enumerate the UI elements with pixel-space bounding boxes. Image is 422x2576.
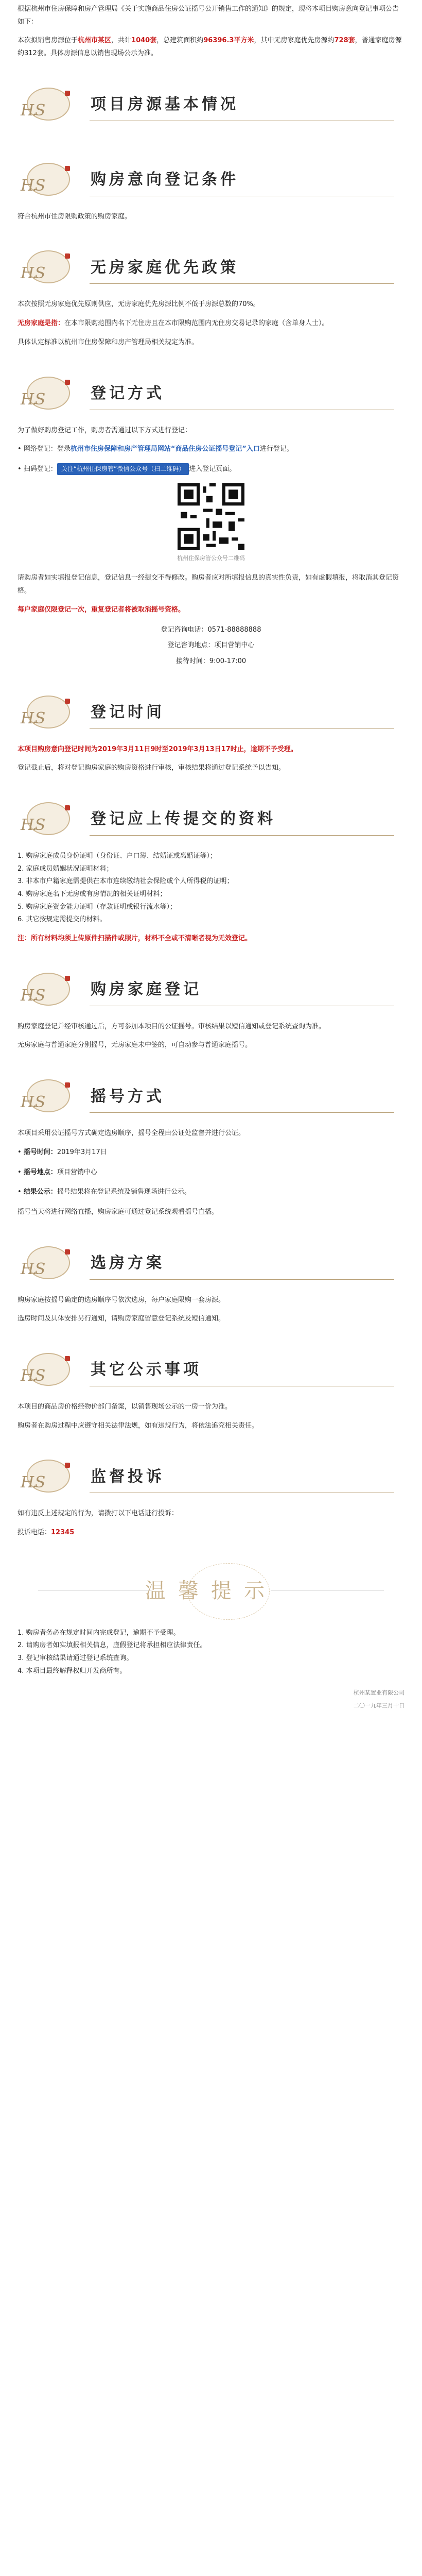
- registration-link[interactable]: 杭州市住房保障和房产管理局网站“商品住房公证摇号登记”入口: [70, 445, 260, 453]
- intro-p1: 根据杭州市住房保障和房产管理局《关于实施商品住房公证摇号公开销售工作的通知》的规定，现将本项目购房意向登记事项公告如下：: [17, 5, 399, 26]
- footer: [17, 1688, 405, 1724]
- section-registration-time: [17, 682, 405, 775]
- method-text: 进入登记页面。: [189, 465, 236, 473]
- section-lottery-method: [17, 1065, 405, 1218]
- family-p1: 购房家庭登记并经审核通过后，方可参加本项目的公证摇号。审核结果以短信通知或登记系统查询为准。: [17, 1022, 326, 1030]
- section-header: [17, 1065, 405, 1127]
- section-title: 登记时间: [91, 703, 165, 722]
- policy-p2: [17, 317, 405, 330]
- section-header: [17, 1446, 405, 1507]
- family-p2: 无房家庭与普通家庭分别摇号，无房家庭未中签的，可自动参与普通家庭摇号。: [17, 1041, 252, 1049]
- tips-header: [17, 1560, 405, 1627]
- seal-icon: H.S: [17, 162, 79, 198]
- time-p1: 本项目购房意向登记时间为2019年3月11日9时至2019年3月13日17时止，逾期不予受理。: [17, 745, 297, 753]
- qr-code-icon: [178, 483, 244, 550]
- method-p3: 请购房者如实填报登记信息，登记信息一经提交不得修改。购房者应对所填报信息的真实性负责，如有虚假填报，将取消其登记资格。: [17, 574, 399, 595]
- section-supervision: [17, 1446, 405, 1539]
- venue-value: 项目营销中心: [214, 641, 255, 650]
- lottery-p1: 本项目采用公证摇号方式确定选房顺序，摇号全程由公证处监督并进行公证。: [17, 1129, 245, 1138]
- open-value: 9:00-17:00: [209, 657, 247, 665]
- list-item: 2. 请购房者如实填报相关信息，虚假登记将承担相应法律责任。: [17, 1641, 207, 1650]
- section-header: [17, 1232, 405, 1294]
- lottery-label: 摇号地点：: [23, 1168, 57, 1176]
- method-item-wechat: • 扫码登记： 关注“杭州住保房管”微信公众号（扫二维码） 进入登记页面。: [17, 463, 405, 476]
- seal-icon: H.S: [17, 87, 79, 123]
- contact-block: [17, 624, 405, 668]
- section-title: 摇号方式: [91, 1087, 165, 1106]
- hotline-number[interactable]: 0571-88888888: [207, 625, 261, 634]
- intro-text: ，其中无房家庭优先房源约: [254, 37, 335, 45]
- section-divider: [90, 283, 394, 284]
- list-item: 1. 购房家庭成员身份证明（身份证、户口簿、结婚证或离婚证等）；: [17, 852, 217, 860]
- selection-p2: 选房时间及具体安排另行通知，请购房家庭留意登记系统及短信通知。: [17, 1315, 225, 1323]
- seal-icon: H.S: [17, 1352, 79, 1388]
- intro: [17, 0, 405, 60]
- lottery-p2: 摇号当天将进行网络直播，购房家庭可通过登记系统观看摇号直播。: [17, 1208, 219, 1216]
- selection-p1: 购房家庭按摇号确定的选房顺序号依次选房，每户家庭限购一套房源。: [17, 1296, 225, 1304]
- lottery-item-place: • 摇号地点：项目营销中心: [17, 1168, 97, 1176]
- seal-icon: H.S: [17, 376, 79, 412]
- tips-list: [17, 1627, 405, 1678]
- section-divider: [90, 835, 394, 836]
- list-item: 6. 其它按规定需提交的材料。: [17, 916, 107, 924]
- policy-definition: 在本市限购范围内名下无住房且在本市限购范围内无住房交易记录的家庭（含单身人士）。: [64, 319, 329, 328]
- section-conditions: [17, 149, 405, 224]
- intro-text: 本次拟销售房源位于: [17, 37, 78, 45]
- intro-text: ，普通家庭房源约312套。具体房源信息以销售现场公示为准。: [17, 37, 402, 58]
- lottery-item-time: • 摇号时间：2019年3月17日: [17, 1148, 107, 1156]
- section-header: [17, 1339, 405, 1401]
- hotline-row: [17, 624, 405, 637]
- open-row: [17, 655, 405, 668]
- lottery-label: 结果公示：: [23, 1188, 57, 1196]
- section-header: [17, 788, 405, 850]
- seal-icon: H.S: [17, 694, 79, 731]
- footer-date: 二〇一九年三月十日: [354, 1702, 405, 1709]
- hotline-label: 登记咨询电话：: [161, 625, 208, 634]
- list-item: 2. 家庭成员婚姻状况证明材料；: [17, 865, 113, 873]
- intro-p2: [17, 35, 405, 60]
- open-label: 接待时间：: [175, 657, 209, 665]
- section-title: 登记应上传提交的资料: [91, 810, 276, 828]
- materials-note: 注：所有材料均须上传原件扫描件或照片，材料不全或不清晰者视为无效登记。: [17, 935, 252, 943]
- section-title: 选房方案: [91, 1254, 165, 1273]
- list-item: 4. 本项目最终解释权归开发商所有。: [17, 1667, 127, 1675]
- policy-p1: 本次按照无房家庭优先原则供应，无房家庭优先房源比例不低于房源总数的70%。: [17, 300, 260, 309]
- tips-title: 温馨提示: [145, 1579, 277, 1603]
- section-title: 登记方式: [91, 384, 165, 402]
- venue-label: 登记咨询地点：: [167, 641, 215, 650]
- section-family-registration: [17, 959, 405, 1052]
- section-title: 无房家庭优先政策: [91, 258, 239, 277]
- section-registration-method: [17, 363, 405, 668]
- lottery-label: 摇号时间：: [23, 1148, 57, 1156]
- section-divider: [90, 728, 394, 729]
- intro-text: ，共计: [111, 37, 132, 45]
- lottery-value: 项目营销中心: [57, 1168, 97, 1176]
- list-item: 3. 非本市户籍家庭需提供在本市连续缴纳社会保险或个人所得税的证明；: [17, 877, 234, 886]
- seal-icon: H.S: [17, 1078, 79, 1114]
- section-priority-policy: [17, 236, 405, 349]
- seal-icon: H.S: [17, 1245, 79, 1281]
- method-item-web: • 网络登记：登录杭州市住房保障和房产管理局网站“商品住房公证摇号登记”入口进行登记。: [17, 445, 293, 453]
- section-title: 购房意向登记条件: [91, 171, 239, 189]
- method-text: 进行登记。: [259, 445, 293, 453]
- section-title: 项目房源基本情况: [91, 95, 239, 114]
- lottery-item-result: • 结果公示：摇号结果将在登记系统及销售现场进行公示。: [17, 1188, 191, 1196]
- section-title: 其它公示事项: [91, 1361, 202, 1379]
- method-p1: 为了做好购房登记工作，购房者需通过以下方式进行登记：: [17, 426, 192, 434]
- section-divider: [90, 1112, 394, 1113]
- intro-location: 杭州市某区: [78, 37, 112, 45]
- materials-list: [17, 850, 405, 926]
- list-item: 5. 购房家庭资金能力证明（存款证明或银行流水等）；: [17, 903, 177, 911]
- section-selection-plan: [17, 1232, 405, 1326]
- section-other-notices: [17, 1339, 405, 1432]
- intro-text: ，总建筑面积约: [156, 37, 204, 45]
- lottery-list: [17, 1146, 405, 1199]
- complaint-number[interactable]: 12345: [51, 1529, 75, 1537]
- section-header: [17, 363, 405, 425]
- lottery-value: 2019年3月17日: [57, 1148, 107, 1156]
- section-header: [17, 959, 405, 1021]
- method-warning: 每户家庭仅限登记一次，重复登记者将被取消摇号资格。: [17, 605, 185, 614]
- section-required-materials: [17, 788, 405, 945]
- section-header: [17, 236, 405, 298]
- seal-icon: H.S: [17, 801, 79, 837]
- complaint-label: 投诉电话：: [17, 1529, 51, 1537]
- policy-p3: 具体认定标准以杭州市住房保障和房产管理局相关规定为准。: [17, 338, 199, 346]
- list-item: 3. 登记审核结果请通过登记系统查询。: [17, 1654, 133, 1663]
- section-title: 监督投诉: [91, 1467, 165, 1486]
- section-basic-info: [17, 74, 405, 135]
- policy-label: 无房家庭是指：: [17, 319, 65, 328]
- qr-caption: 杭州住保房管公众号二维码: [177, 554, 245, 562]
- intro-units: 1040套: [131, 37, 157, 45]
- intro-area: 96396.3平方米: [203, 37, 254, 45]
- method-list: [17, 443, 405, 476]
- seal-icon: H.S: [17, 972, 79, 1008]
- wechat-follow-button[interactable]: 关注“杭州住保房管”微信公众号（扫二维码）: [57, 463, 189, 475]
- list-item: 4. 购房家庭名下无房或有房情况的相关证明材料；: [17, 890, 167, 899]
- supervision-p2: [17, 1527, 405, 1539]
- other-p1: 本项目的商品房价格经物价部门备案，以销售现场公示的一房一价为准。: [17, 1402, 232, 1411]
- section-title: 购房家庭登记: [91, 980, 202, 999]
- supervision-p1: 如有违反上述规定的行为，请拨打以下电话进行投诉：: [17, 1510, 179, 1518]
- lottery-value: 摇号结果将在登记系统及销售现场进行公示。: [57, 1188, 191, 1196]
- venue-row: [17, 639, 405, 652]
- section-header: [17, 149, 405, 211]
- method-label: 扫码登记：: [23, 465, 57, 473]
- seal-icon: H.S: [17, 249, 79, 285]
- other-p2: 购房者在购房过程中应遵守相关法律法规，如有违规行为，将依法追究相关责任。: [17, 1421, 259, 1430]
- time-p2: 登记截止后，将对登记购房家庭的购房资格进行审核，审核结果将通过登记系统予以告知。: [17, 764, 286, 772]
- section-header: [17, 74, 405, 135]
- method-label: 网络登记：登录: [23, 445, 71, 453]
- section-header: [17, 682, 405, 743]
- footer-org: 杭州某置业有限公司: [354, 1689, 405, 1697]
- section-divider: [90, 1279, 394, 1280]
- intro-priority: 728套: [334, 37, 355, 45]
- list-item: 1. 购房者务必在规定时间内完成登记，逾期不予受理。: [17, 1629, 180, 1637]
- seal-icon: H.S: [17, 1459, 79, 1495]
- conditions-text: 符合杭州市住房限购政策的购房家庭。: [17, 212, 132, 221]
